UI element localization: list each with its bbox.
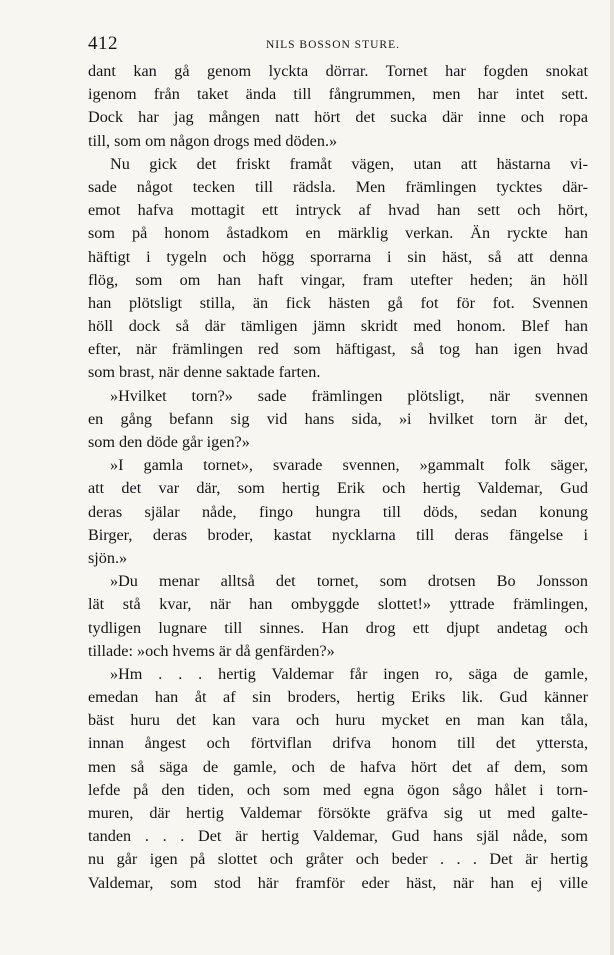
text-line: lät stå kvar, när han ombyggde slottet!» yttrade främlingen, [88, 595, 588, 614]
page-header [88, 33, 588, 57]
text-line: tillade: »och hvems är då genfärden?» [88, 641, 335, 660]
text-line: efter, när främlingen red som häftigast, så tog han igen hvad [88, 340, 588, 359]
text-line: muren, där hertig Valdemar försökte gräfva sig ut med galte- [88, 804, 588, 822]
body-text [88, 60, 588, 895]
text-line: tydligen lugnare till sinnes. Han drog ett djupt andetag och [88, 618, 588, 637]
running-head: NILS BOSSON STURE. [266, 39, 400, 51]
text-line: »I gamla tornet», svarade svennen, »gammalt folk säger, [110, 456, 588, 475]
text-line: »Hm . . . hertig Valdemar får ingen ro, säga de gamle, [110, 664, 588, 683]
text-line: bäst huru det kan vara och huru mycket en man kan tåla, [88, 711, 588, 730]
text-line: sade något tecken till rädsla. Men främlingen tycktes där- [88, 177, 588, 196]
text-line: nu går igen på slottet och gråter och beder . . . Det är hertig [88, 850, 588, 869]
text-line: Nu gick det friskt framåt vägen, utan att hästarna vi- [110, 154, 588, 173]
text-line: Birger, deras broder, kastat nycklarna till deras fängelse i [88, 525, 588, 544]
text-line: lefde på den tiden, och som med egna ögon sågo hålet i torn- [88, 780, 588, 799]
text-line: tanden . . . Det är hertig Valdemar, Gud hans själ nåde, som [88, 827, 588, 846]
page-number: 412 [88, 33, 118, 54]
text-line: »Du menar alltså det tornet, som drotsen Bo Jonsson [110, 572, 588, 591]
text-line: han plötsligt stilla, än fick hästen gå fot för fot. Svennen [88, 293, 588, 312]
text-line: flög, som om han haft vingar, fram utefter heden; än höll [88, 270, 588, 289]
page-edge [610, 0, 614, 955]
text-line: till, som om någon drogs med döden.» [88, 131, 338, 150]
text-line: Dock har jag mången natt hört det sucka där inne och ropa [88, 108, 588, 127]
text-line: som brast, när denne saktade farten. [88, 363, 321, 382]
text-line: igenom från taket ända till fångrummen, men har intet sett. [88, 85, 588, 104]
text-line: dant kan gå genom lyckta dörrar. Tornet har fogden snokat [88, 62, 588, 80]
text-line: »Hvilket torn?» sade främlingen plötsligt, när svennen [110, 386, 588, 405]
text-line: som den döde går igen?» [88, 433, 250, 451]
text-line: häftigt i tygeln och högg sporrarna i sin häst, så att denna [88, 247, 588, 266]
text-line: höll dock så där tämligen jämn skridt med honom. Blef han [88, 317, 588, 336]
text-line: men så säga de gamle, och de hafva hört det af dem, som [88, 757, 588, 776]
text-line: emot hafva mottagit ett intryck af hvad han sett och hört, [88, 201, 588, 220]
text-line: att det var där, som hertig Erik och hertig Valdemar, Gud [88, 479, 588, 498]
text-line: sjön.» [88, 548, 128, 567]
text-line: emedan han åt af sin broders, hertig Eriks lik. Gud känner [88, 688, 588, 707]
text-line: en gång befann sig vid hans sida, »i hvilket torn är det, [88, 409, 588, 428]
text-line: Valdemar, som stod här framför eder häst, när han ej ville [88, 873, 588, 892]
text-line: innan ångest och förtviflan drifva honom till det yttersta, [88, 734, 588, 753]
text-line: som på honom åstadkom en märklig verkan. Än ryckte han [88, 224, 588, 243]
text-line: deras själar nåde, fingo hungra till döds, sedan konung [88, 502, 588, 521]
